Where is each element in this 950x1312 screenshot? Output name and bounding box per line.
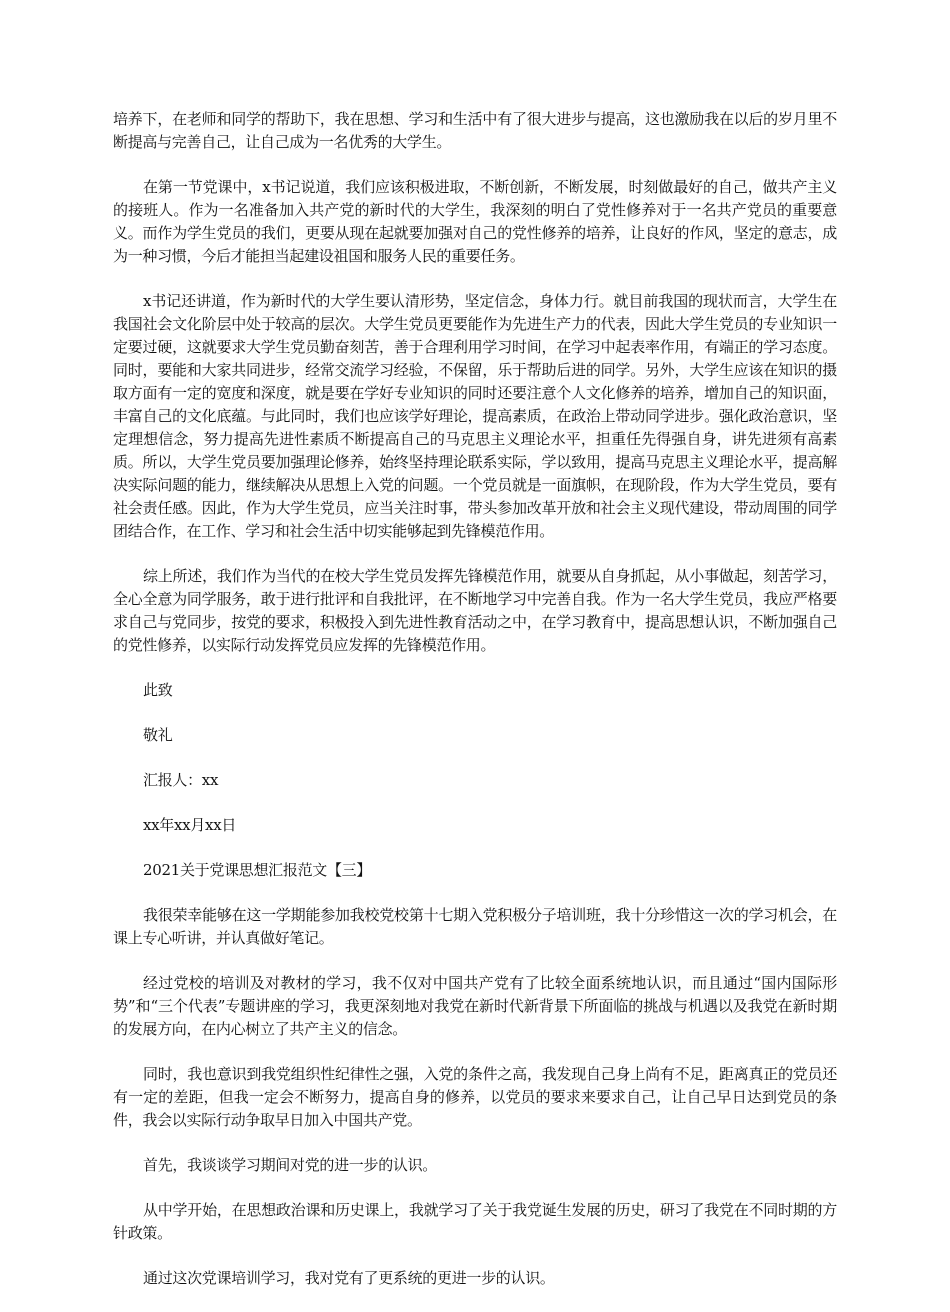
paragraph: 在第一节党课中，x书记说道，我们应该积极进取，不断创新，不断发展，时刻做最好的自己，做共产主义的接班人。作为一名准备加入共产党的新时代的大学生，我深刻的明白了党性修养对于一名共产党员的重要意义。而作为学生党员的我们，更要从现在起就要加强对自己的党性修养的培养，让良好的作风，坚定的意志，成为一种习惯，今后才能担当起建设祖国和服务人民的重要任务。 (113, 178, 837, 265)
reporter-line: 汇报人：xx (143, 771, 219, 789)
closing-salutation: 此致 (143, 681, 173, 699)
paragraph: 经过党校的培训及对教材的学习，我不仅对中国共产党有了比较全面系统地认识，而且通过“国内国际形势”和“三个代表”专题讲座的学习，我更深刻地对我党在新时代新背景下所面临的挑战与机遇以及我党在新时期的发展方向，在内心树立了共产主义的信念。 (113, 974, 837, 1038)
section-title: 2021关于党课思想汇报范文【三】 (143, 861, 372, 879)
document-body (113, 108, 837, 1312)
paragraph: 同时，我也意识到我党组织性纪律性之强，入党的条件之高，我发现自己身上尚有不足，距离真正的党员还有一定的差距，但我一定会不断努力，提高自身的修养，以党员的要求来要求自己，让自己早日达到党员的条件，我会以实际行动争取早日加入中国共产党。 (113, 1065, 837, 1129)
paragraph: 我很荣幸能够在这一学期能参加我校党校第十七期入党积极分子培训班，我十分珍惜这一次的学习机会，在课上专心听讲，并认真做好笔记。 (113, 906, 837, 947)
closing-regards: 敬礼 (143, 726, 173, 744)
paragraph: 从中学开始，在思想政治课和历史课上，我就学习了关于我党诞生发展的历史，研习了我党在不同时期的方针政策。 (113, 1201, 837, 1242)
paragraph: 培养下，在老师和同学的帮助下，我在思想、学习和生活中有了很大进步与提高，这也激励我在以后的岁月里不断提高与完善自己，让自己成为一名优秀的大学生。 (113, 110, 837, 151)
paragraph: x书记还讲道，作为新时代的大学生要认清形势，坚定信念，身体力行。就目前我国的现状而言，大学生在我国社会文化阶层中处于较高的层次。大学生党员更要能作为先进生产力的代表，因此大学生党员的专业知识一定要过硬，这就要求大学生党员勤奋刻苦，善于合理利用学习时间，在学习中起表率作用，有端正的学习态度。同时，要能和大家共同进步，经常交流学习经验，不保留，乐于帮助后进的同学。另外，大学生应该在知识的摄取方面有一定的宽度和深度，就是要在学好专业知识的同时还要注意个人文化修养的培养，增加自己的知识面，丰富自己的文化底蕴。与此同时，我们也应该学好理论，提高素质，在政治上带动同学进步。强化政治意识，坚定理想信念，努力提高先进性素质不断提高自己的马克思主义理论水平，担重任先得强自身，讲先进须有高素质。所以，大学生党员要加强理论修养，始终坚持理论联系实际，学以致用，提高马克思主义理论水平，提高解决实际问题的能力，继续解决从思想上入党的问题。一个党员就是一面旗帜，在现阶段，作为大学生党员，要有社会责任感。因此，作为大学生党员，应当关注时事，带头参加改革开放和社会主义现代建设，带动周围的同学团结合作，在工作、学习和社会生活中切实能够起到先锋模范作用。 (113, 292, 837, 540)
paragraph: 首先，我谈谈学习期间对党的进一步的认识。 (143, 1156, 438, 1174)
paragraph: 通过这次党课培训学习，我对党有了更系统的更进一步的认识。 (143, 1269, 555, 1287)
paragraph: 综上所述，我们作为当代的在校大学生党员发挥先锋模范作用，就要从自身抓起，从小事做起，刻苦学习，全心全意为同学服务，敢于进行批评和自我批评，在不断地学习中完善自我。作为一名大学生党员，我应严格要求自己与党同步，按党的要求，积极投入到先进性教育活动之中，在学习教育中，提高思想认识，不断加强自己的党性修养，以实际行动发挥党员应发挥的先锋模范作用。 (113, 567, 837, 654)
date-line: xx年xx月xx日 (143, 816, 237, 834)
